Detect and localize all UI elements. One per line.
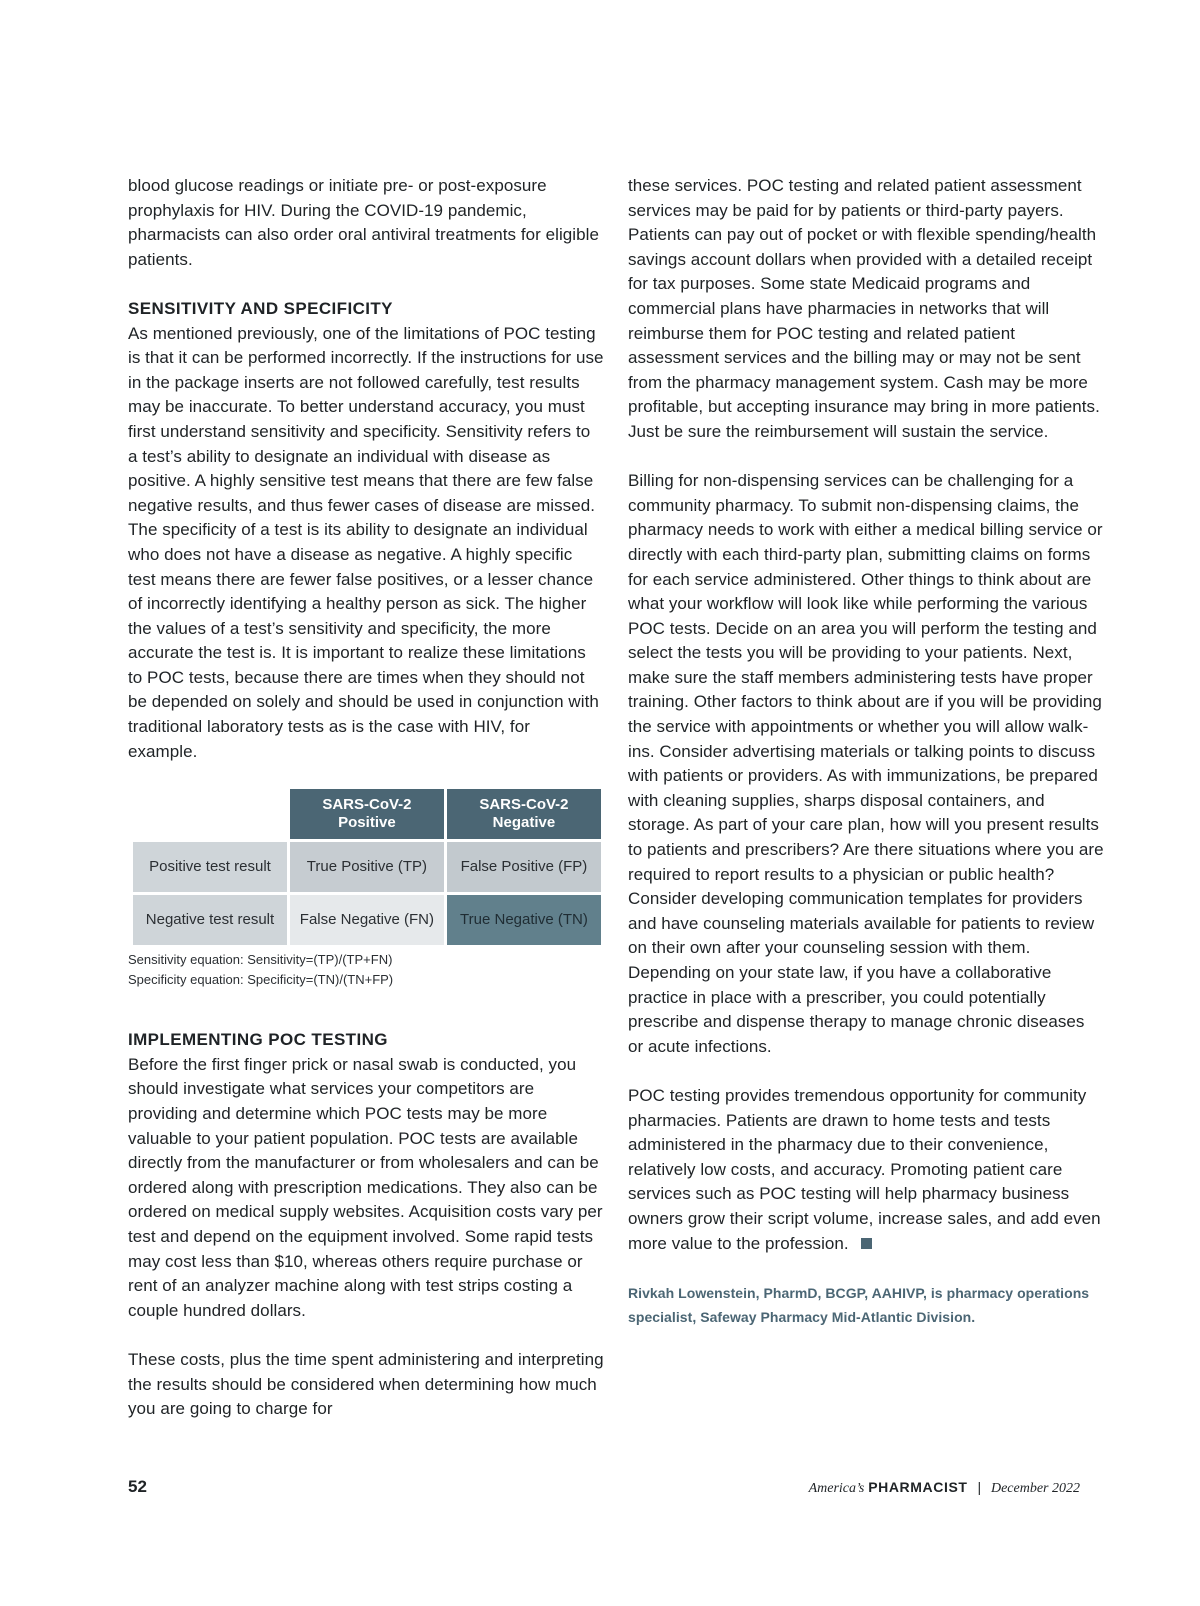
implementing-poc-heading: IMPLEMENTING POC TESTING [128, 1030, 388, 1050]
implementing-poc-body-1: Before the first finger prick or nasal swab is conducted, you should investigate what services your competitors are providing and determine which POC tests may be more valuable to your patient population. POC tests are available directly from the manufacturer or from wholesalers and can be ordered along with prescription medications. They also can be ordered on medical supply websites. Acquisition costs vary per test and depend on the equipment involved. Some rapid tests may cost less than $10, whereas others require purchase or rent of an analyzer machine along with test strips costing a couple hundred dollars. [128, 1054, 603, 1320]
col-header-positive: SARS-CoV-2 Positive [290, 789, 444, 839]
specificity-equation: Specificity equation: Specificity=(TN)/(TN+FP) [128, 972, 394, 988]
table-row [133, 842, 601, 892]
reimbursement-paragraph: these services. POC testing and related patient assessment services may be paid for by patients or third-party payers. Patients can pay out of pocket or with flexible spending/health savings account dollars when provided with a detailed receipt for tax purposes. Some state Medicaid programs and commercial plans have pharmacies in networks that will reimburse them for POC testing and related patient assessment services and the billing may or may not be sent from the pharmacy management system. Cash may be more profitable, but accepting insurance may bring in more patients. Just be sure the reimbursement will sustain the service. [628, 176, 1100, 441]
col-header-negative: SARS-CoV-2 Negative [447, 789, 601, 839]
masthead-name: PHARMACIST [868, 1479, 968, 1495]
sensitivity-specificity-body: As mentioned previously, one of the limitations of POC testing is that it can be performed incorrectly. If the instructions for use in the package inserts are not followed carefully, test results may be inaccurate. To better understand accuracy, you must first understand sensitivity and specificity. Sensitivity refers to a test’s ability to designate an individual with disease as positive. A highly sensitive test means that there are few false negative results, and thus fewer cases of disease are missed. The specificity of a test is its ability to designate an individual who does not have a disease as negative. A highly specific test means there are fewer false positives, or a lesser chance of incorrectly identifying a healthy person as sick. The higher the values of a test’s sensitivity and specificity, the more accurate the test is. It is important to realize these limitations to POC tests, because there are times when they should not be depended on solely and should be used in conjunction with traditional laboratory tests as is the case with HIV, for example. [128, 323, 604, 761]
masthead-prefix: America’s [808, 1481, 865, 1496]
row-header-negative: Negative test result [133, 895, 287, 945]
publication-masthead [809, 1479, 1080, 1497]
conclusion-paragraph [628, 1084, 1104, 1256]
confusion-matrix-table [130, 786, 604, 948]
table-row [133, 895, 601, 945]
true-positive-cell: True Positive (TP) [290, 842, 444, 892]
sensitivity-specificity-heading: SENSITIVITY AND SPECIFICITY [128, 298, 393, 318]
false-positive-cell: False Positive (FP) [447, 842, 601, 892]
page-number: 52 [128, 1477, 147, 1496]
conclusion-text: POC testing provides tremendous opportunity for community pharmacies. Patients are drawn to home tests and tests administered in the pharmacy due to their convenience, relatively low costs, and accuracy. Promoting patient care services such as POC testing will help pharmacy business owners grow their script volume, increase sales, and add even more value to the profession. [628, 1085, 1101, 1253]
author-bio: Rivkah Lowenstein, PharmD, BCGP, AAHIVP, is pharmacy operations specialist, Safeway Pharmacy Mid-Atlantic Division. [628, 1284, 1090, 1326]
row-header-positive: Positive test result [133, 842, 287, 892]
masthead-separator: | [977, 1479, 982, 1495]
false-negative-cell: False Negative (FN) [290, 895, 444, 945]
true-negative-cell: True Negative (TN) [447, 895, 601, 945]
sensitivity-equation: Sensitivity equation: Sensitivity=(TP)/(TP+FN) [128, 952, 393, 968]
intro-paragraph: blood glucose readings or initiate pre- or post-exposure prophylaxis for HIV. During the COVID-19 pandemic, pharmacists can also order oral antiviral treatments for eligible patients. [128, 176, 599, 269]
page-footer [128, 1477, 1080, 1503]
square-end-mark-icon [861, 1238, 872, 1249]
left-column [128, 174, 604, 1422]
right-column [628, 174, 1104, 1330]
implementing-poc-body-2: These costs, plus the time spent administering and interpreting the results should be considered when determining how much you are going to charge for [128, 1349, 604, 1419]
empty-corner-cell [133, 789, 287, 839]
table-header-row [133, 789, 601, 839]
billing-paragraph: Billing for non-dispensing services can be challenging for a community pharmacy. To submit non-dispensing claims, the pharmacy needs to work with either a medical billing service or directly with each third-party plan, submitting claims on forms for each service administered. Other things to think about are what your workflow will look like while performing the various POC tests. Decide on an area you will perform the testing and select the tests you will be providing to your patients. Next, make sure the staff members administering tests have proper training. Other factors to think about are if you will be providing the service with appointments or whether you will allow walk-ins. Consider advertising materials or talking points to discuss with patients or providers. As with immunizations, be prepared with cleaning supplies, sharps disposal containers, and storage. As part of your care plan, how will you present results to patients and prescribers? Are there situations where you are required to report results to a physician or public health? Consider developing communication templates for providers and have counseling materials available for patients to review on their own after your counseling session with them. Depending on your state law, if you have a collaborative practice in place with a prescriber, you could potentially prescribe and dispense therapy to manage chronic diseases or acute infections. [628, 471, 1104, 1056]
issue-date: December 2022 [990, 1481, 1080, 1496]
